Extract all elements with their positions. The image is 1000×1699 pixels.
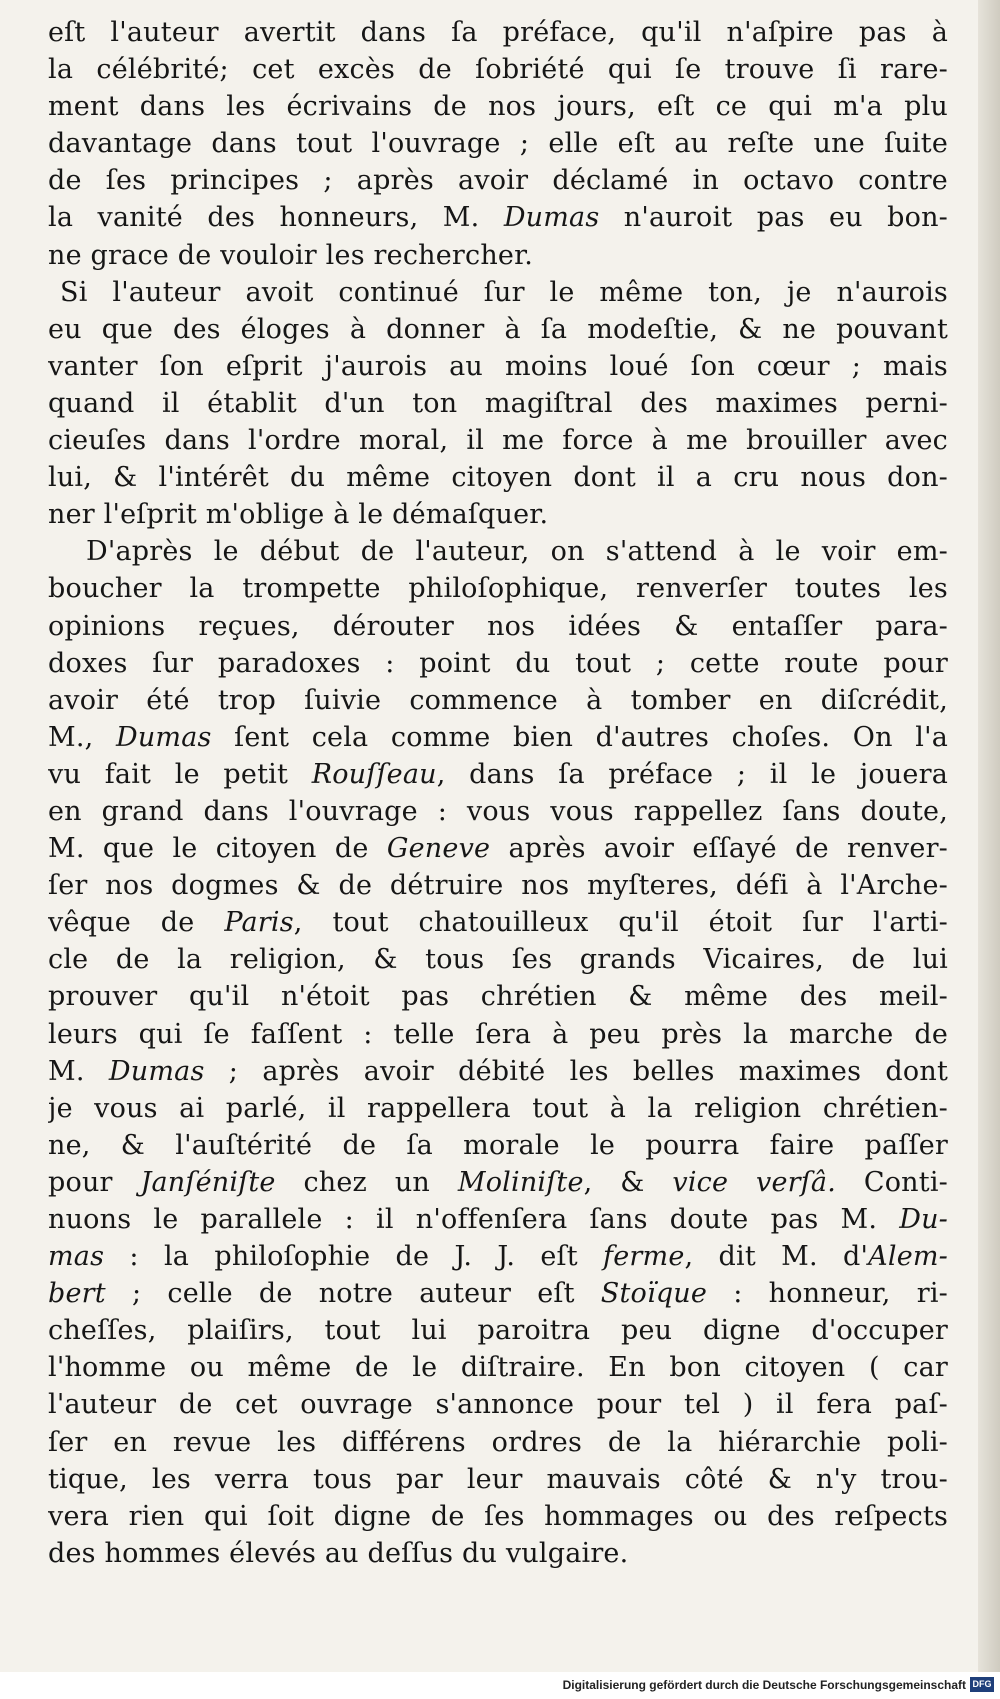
text-line [48,570,948,607]
text-line [48,1201,948,1238]
line-text: tique, les verra tous par leur mauvais côté & n'y trou- [48,1463,948,1495]
line-text: boucher la trompette philoſophique, renverſer toutes les [48,573,948,605]
line-text: après avoir eſſayé de renver- [490,833,948,865]
line-text: , & [583,1166,673,1198]
line-text: vanter ſon eſprit j'aurois au moins loué ſon cœur ; mais [48,350,948,382]
line-text: l'homme ou même de le diſtraire. En bon citoyen ( car [48,1352,948,1384]
line-text: ne grace de vouloir les rechercher. [48,239,534,271]
text-line [48,1386,948,1423]
text-line [48,1424,948,1461]
italic-text: Janſéniſte [140,1166,276,1198]
text-line [48,719,948,756]
line-text: pour [48,1166,141,1198]
line-text: : la philoſophie de J. J. eſt [104,1241,604,1273]
line-text: doxes ſur paradoxes : point du tout ; cette route pour [48,647,948,679]
text-line [48,1127,948,1164]
line-text: de ſes principes ; après avoir déclamé in octavo contre [48,165,948,197]
italic-text: Dumas [503,202,600,234]
line-text: ne, & l'auſtérité de ſa morale le pourra faire paſſer [48,1129,948,1161]
text-line [48,88,948,125]
text-line [48,1016,948,1053]
text-line [48,830,948,867]
text-line [48,385,948,422]
italic-text: Dumas [115,721,212,753]
italic-text: Paris [224,907,294,939]
line-text: n'auroit pas eu bon- [599,202,948,234]
text-line [48,1312,948,1349]
text-line [48,608,948,645]
line-text: ment dans les écrivains de nos jours, eſt ce qui m'a plu [48,91,948,123]
text-line [48,793,948,830]
text-line [48,867,948,904]
italic-text: vice verſâ. [672,1166,837,1198]
text-line [48,1238,948,1275]
line-text: quand il établit d'un ton magiſtral des maximes perni- [48,387,948,419]
italic-text: Rouſſeau [311,758,437,790]
italic-text: Dumas [108,1055,205,1087]
italic-text: Stoïque [600,1278,708,1310]
line-text: M., [48,721,116,753]
italic-text: Moliniſte [457,1166,584,1198]
text-line [48,199,948,236]
line-text: ſer en revue les différens ordres de la hiérarchie poli- [48,1426,948,1458]
dfg-logo-icon: DFG [970,1677,994,1692]
italic-text: ferme [603,1241,685,1273]
line-text: ſer nos dogmes & de détruire nos myſteres, défi à l'Arche- [48,870,948,902]
line-text: ; après avoir débité les belles maximes dont [204,1055,948,1087]
line-text: , dit M. d' [684,1241,869,1273]
text-line [48,1498,948,1535]
text-line [48,14,948,51]
line-text: M. [48,1055,109,1087]
line-text: prouver qu'il n'étoit pas chrétien & même des meil- [48,981,948,1013]
text-line [48,682,948,719]
line-text: M. que le citoyen de [48,833,387,865]
italic-text: Alem- [868,1241,948,1273]
text-line [48,533,948,570]
text-line [48,496,948,533]
body-text [48,14,948,1572]
line-text: en grand dans l'ouvrage : vous vous rappellez ſans doute, [48,795,948,827]
line-text: : honneur, ri- [707,1278,948,1310]
line-text: vêque de [48,907,225,939]
line-text: Conti- [836,1166,948,1198]
text-line [48,237,948,274]
line-text: la célébrité; cet excès de ſobriété qui ſe trouve ſi rare- [48,54,948,86]
text-line [48,422,948,459]
line-text: je vous ai parlé, il rappellera tout à la religion chrétien- [48,1092,948,1124]
text-line [48,51,948,88]
text-line [48,1053,948,1090]
text-line [48,756,948,793]
line-text: davantage dans tout l'ouvrage ; elle eſt au reſte une ſuite [48,128,948,160]
line-text: des hommes élevés au deſſus du vulgaire. [48,1537,629,1569]
line-text: nuons le parallele : il n'offenſera ſans doute pas M. [48,1204,900,1235]
text-line [48,459,948,496]
text-line [48,1164,948,1201]
line-text: ; celle de notre auteur eſt [105,1278,601,1310]
text-line [48,274,948,311]
line-text: lui, & l'intérêt du même citoyen dont il a cru nous don- [48,462,948,494]
line-text: Si l'auteur avoit continué ſur le même ton, je n'aurois [60,276,948,308]
line-text: leurs qui ſe faſſent : telle ſera à peu près la marche de [48,1018,948,1050]
line-text: , tout chatouilleux qu'il étoit ſur l'arti- [293,907,948,939]
text-line [48,645,948,682]
line-text: eſt l'auteur avertit dans ſa préface, qu'il n'aſpire pas à [48,17,948,48]
digitization-footer [0,1672,1000,1699]
text-line [48,941,948,978]
text-line [48,311,948,348]
text-line [48,978,948,1015]
line-text: vera rien qui ſoit digne de ſes hommages ou des reſpects [48,1500,948,1532]
italic-text: Du- [899,1204,948,1235]
italic-text: mas [48,1241,105,1273]
line-text: eu que des éloges à donner à ſa modeſtie, & ne pouvant [48,313,948,345]
text-line [48,162,948,199]
line-text: avoir été trop ſuivie commence à tomber en diſcrédit, [48,684,948,716]
funding-credit: Digitalisierung gefördert durch die Deutsche Forschungsgemeinschaft [562,1678,966,1692]
text-line [48,1535,948,1572]
text-line [48,904,948,941]
line-text: ſent cela comme bien d'autres choſes. On l'a [211,721,948,753]
line-text: opinions reçues, dérouter nos idées & entaſſer para- [48,610,948,642]
text-line [48,1461,948,1498]
italic-text: bert [48,1278,106,1310]
line-text: ner l'eſprit m'oblige à le démaſquer. [48,499,549,531]
line-text: cieuſes dans l'ordre moral, il me force à me brouiller avec [48,425,948,457]
line-text: D'après le début de l'auteur, on s'attend à le voir em- [86,536,948,568]
text-line [48,1090,948,1127]
line-text: la vanité des honneurs, M. [48,202,504,234]
italic-text: Geneve [386,833,491,865]
line-text: l'auteur de cet ouvrage s'annonce pour tel ) il fera paſ- [48,1389,948,1421]
line-text: cle de la religion, & tous ſes grands Vicaires, de lui [48,944,948,976]
text-line [48,1275,948,1312]
line-text: chez un [275,1166,458,1198]
page-edge-shadow [978,0,1000,1672]
text-line [48,348,948,385]
line-text: vu fait le petit [48,758,312,790]
line-text: , dans ſa préface ; il le jouera [436,758,948,790]
text-line [48,125,948,162]
text-line [48,1349,948,1386]
line-text: cheſſes, plaiſirs, tout lui paroitra peu digne d'occuper [48,1315,948,1347]
